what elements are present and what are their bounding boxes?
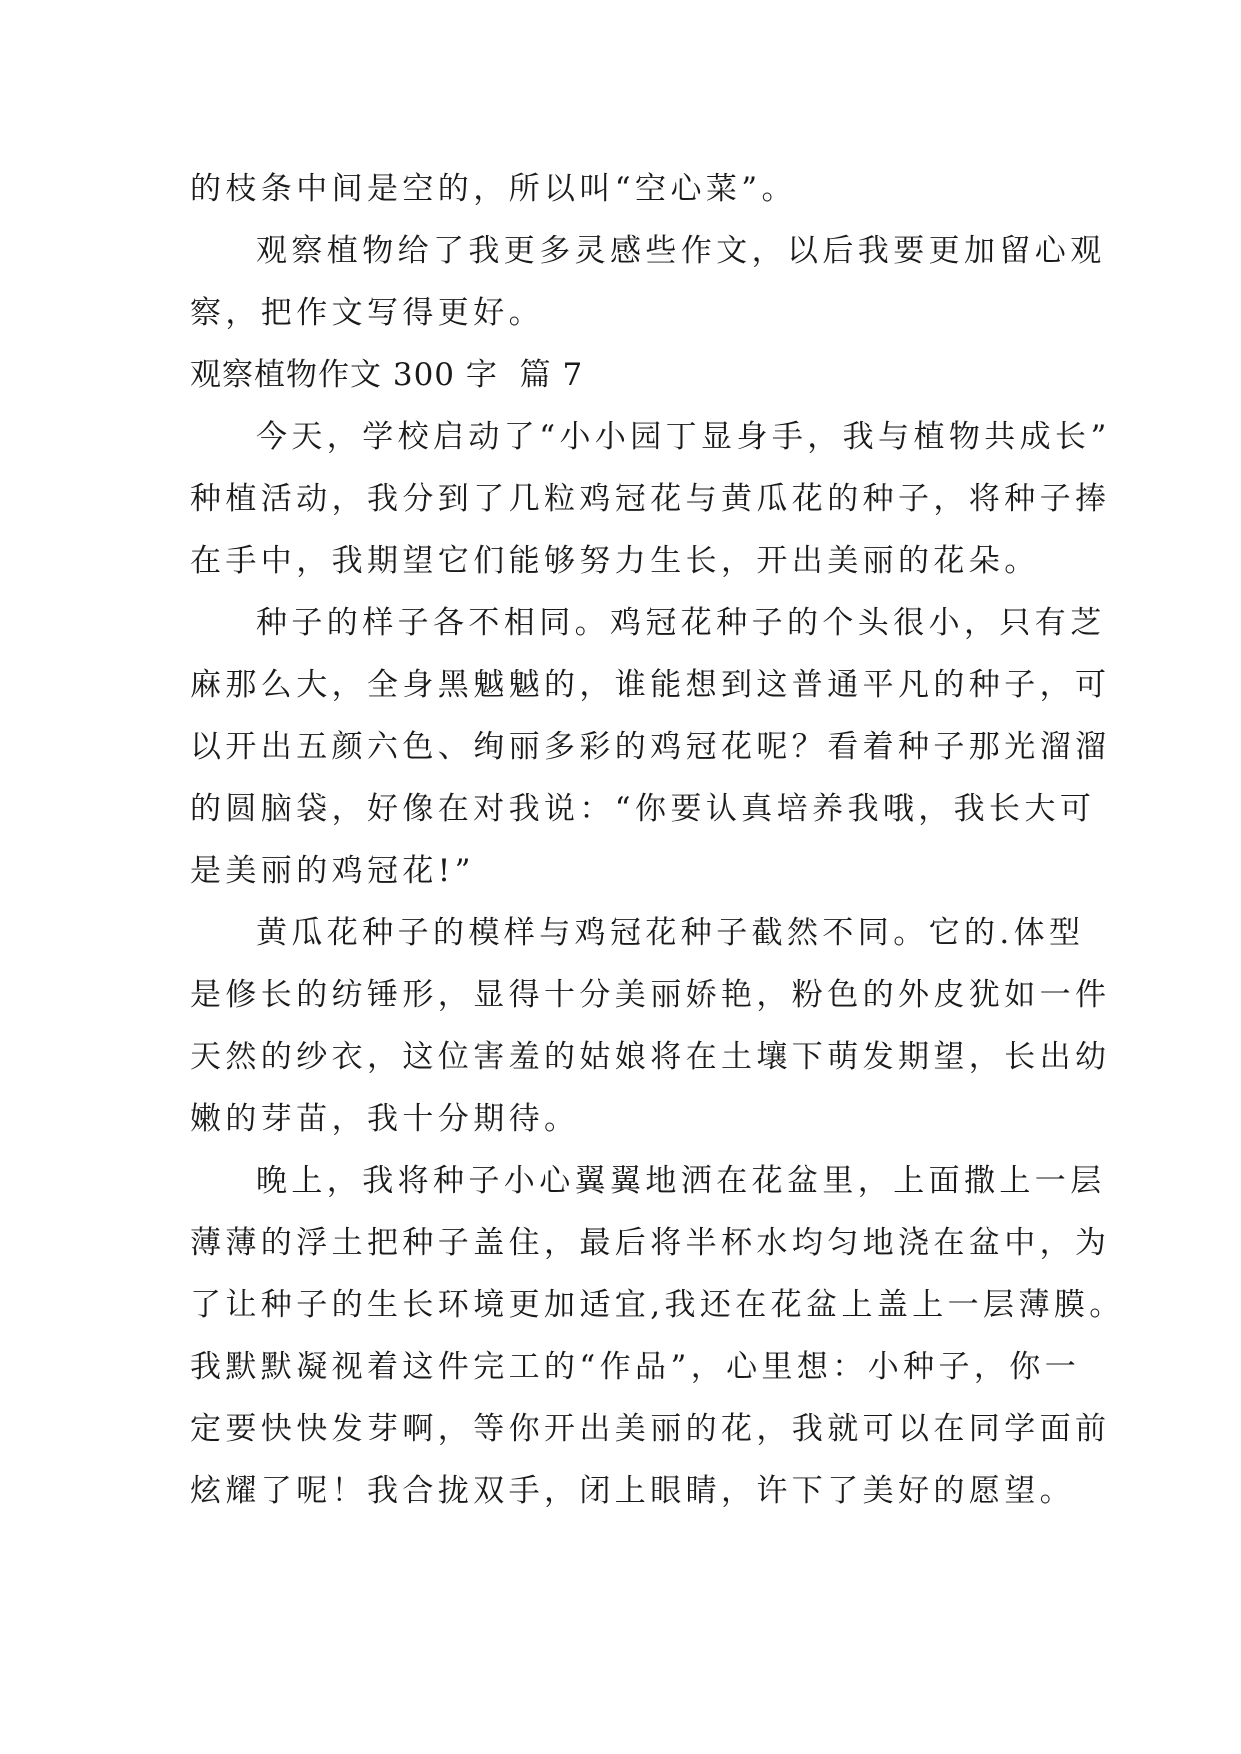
paragraph-line: 薄薄的浮土把种子盖住，最后将半杯水均匀地浇在盆中，为 [190, 1225, 1111, 1261]
paragraph-line: 嫩的芽苗，我十分期待。 [190, 1101, 580, 1137]
paragraph-line: 麻那么大，全身黑魆魆的，谁能想到这普通平凡的种子，可 [190, 667, 1111, 703]
paragraph-line: 种植活动，我分到了几粒鸡冠花与黄瓜花的种子，将种子捧 [190, 481, 1111, 517]
paragraph-line: 在手中，我期望它们能够努力生长，开出美丽的花朵。 [190, 543, 1040, 579]
paragraph-line: 我默默凝视着这件完工的“作品”，心里想：小种子，你一 [190, 1349, 1081, 1385]
paragraph-line: 观察植物给了我更多灵感些作文，以后我要更加留心观 [256, 233, 1106, 269]
paragraph-line: 黄瓜花种子的模样与鸡冠花种子截然不同。它的.体型 [256, 915, 1085, 951]
paragraph-line: 定要快快发芽啊，等你开出美丽的花，我就可以在同学面前 [190, 1411, 1111, 1447]
paragraph-line: 是美丽的鸡冠花!” [190, 853, 475, 889]
paragraph-line: 今天，学校启动了“小小园丁显身手，我与植物共成长” [256, 419, 1111, 455]
document-page [190, 158, 1125, 1522]
paragraph-line: 的圆脑袋，好像在对我说：“你要认真培养我哦，我长大可 [190, 791, 1096, 827]
paragraph-line: 是修长的纺锤形，显得十分美丽娇艳，粉色的外皮犹如一件 [190, 977, 1111, 1013]
paragraph-line: 晚上，我将种子小心翼翼地洒在花盆里，上面撒上一层 [256, 1163, 1106, 1199]
paragraph-line: 察，把作文写得更好。 [190, 295, 544, 331]
section-heading: 观察植物作文 300 字 篇 7 [190, 357, 584, 393]
paragraph-line: 天然的纱衣，这位害羞的姑娘将在土壤下萌发期望，长出幼 [190, 1039, 1111, 1075]
paragraph-line: 以开出五颜六色、绚丽多彩的鸡冠花呢？看着种子那光溜溜 [190, 729, 1111, 765]
paragraph-line: 种子的样子各不相同。鸡冠花种子的个头很小，只有芝 [256, 605, 1106, 641]
paragraph-line: 的枝条中间是空的，所以叫“空心菜”。 [190, 171, 797, 207]
paragraph-line: 了让种子的生长环境更加适宜,我还在花盆上盖上一层薄膜。 [190, 1287, 1125, 1323]
paragraph-line: 炫耀了呢！我合拢双手，闭上眼睛，许下了美好的愿望。 [190, 1473, 1075, 1509]
